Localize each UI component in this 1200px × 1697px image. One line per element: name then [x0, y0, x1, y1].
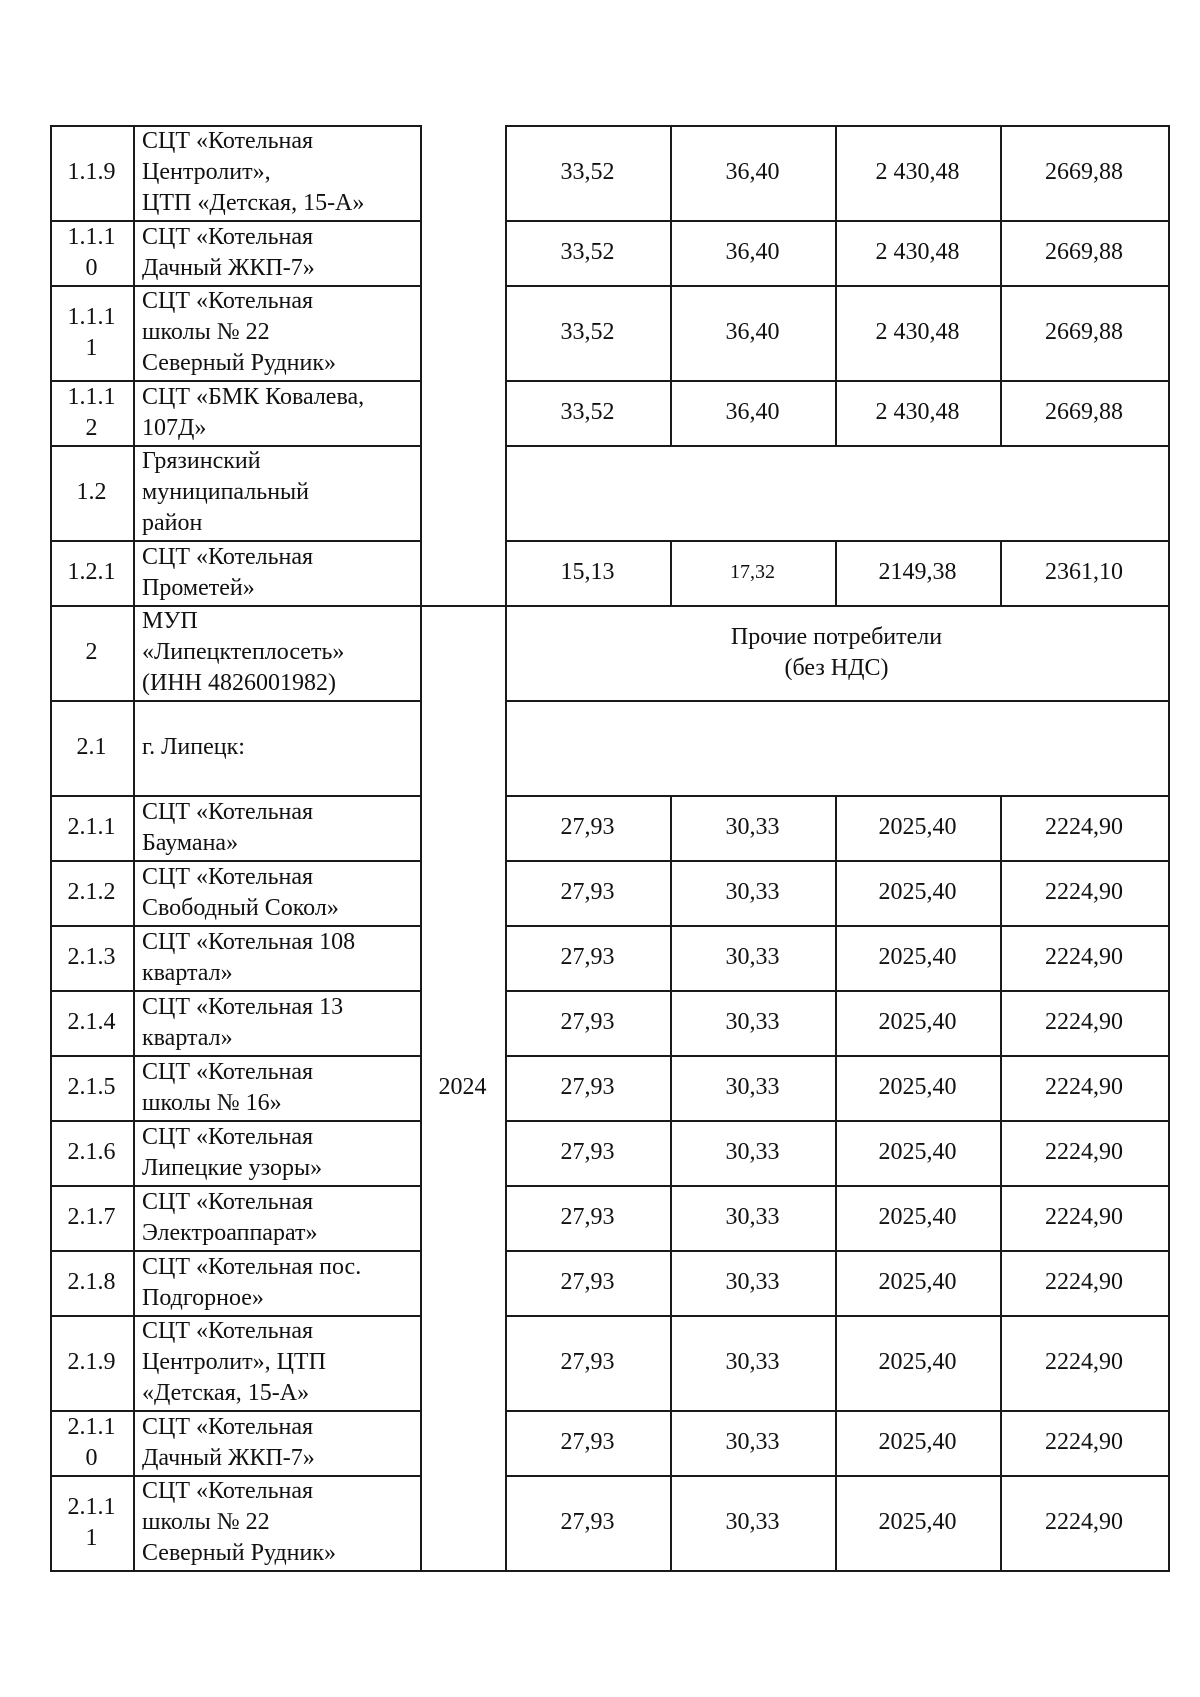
row-name-text-line: Электроаппарат» — [142, 1219, 318, 1246]
row-name-text-line: СЦТ «Котельная — [142, 1123, 314, 1150]
tariff-value-text: 17,32 — [730, 561, 775, 583]
row-name-text-line: СЦТ «Котельная — [142, 543, 314, 570]
tariff-value-text: 2025,40 — [878, 1204, 957, 1230]
row-number-text — [68, 382, 116, 444]
tariff-value — [1000, 990, 1168, 1055]
tariff-value-text: 27,93 — [560, 1429, 615, 1455]
row-number-text-line: 1.1.1 — [67, 223, 116, 250]
tariff-value-text: 27,93 — [560, 1269, 615, 1295]
tariff-value-text: 30,33 — [725, 814, 780, 840]
row-number-text — [68, 1492, 116, 1554]
row-name — [133, 220, 420, 285]
row-name-text — [142, 1057, 313, 1119]
row-name-text-line: «Липецктеплосеть» — [142, 639, 345, 665]
tariff-value-text: 2224,90 — [1045, 1074, 1123, 1100]
row-name — [133, 125, 420, 220]
tariff-value-text: 30,33 — [725, 1429, 780, 1455]
row-name-text-line: МУП — [142, 608, 198, 634]
tariff-value-text: 2025,40 — [878, 1269, 957, 1295]
row-number-text-line: 1.1.9 — [67, 159, 116, 185]
year-cell — [420, 605, 505, 1570]
tariff-value-text: 2224,90 — [1045, 1349, 1123, 1375]
row-number — [50, 925, 133, 990]
row-number-text — [68, 1202, 116, 1233]
tariff-value — [505, 285, 670, 380]
tariff-value — [835, 860, 1000, 925]
tariff-value-text: 2224,90 — [1045, 1269, 1123, 1295]
tariff-value-text: 27,93 — [560, 1509, 615, 1535]
row-number-text-line: 1.1.1 — [67, 303, 116, 330]
tariff-value-text: 2 430,48 — [875, 159, 960, 185]
tariff-value-text: 2025,40 — [878, 1349, 957, 1375]
row-number-text-line: 2.1.9 — [67, 1349, 116, 1375]
tariff-value-text: 27,93 — [560, 944, 615, 970]
tariff-value — [835, 925, 1000, 990]
row-name-text-line: Северный Рудник» — [142, 1540, 337, 1566]
tariff-value — [835, 220, 1000, 285]
tariff-value — [670, 540, 835, 605]
tariff-value-text: 30,33 — [725, 1204, 780, 1230]
tariff-value — [670, 220, 835, 285]
row-number-text-line: 2.1.1 — [67, 1493, 116, 1520]
tariff-value — [1000, 540, 1168, 605]
row-name-text-line: СЦТ «Котельная — [142, 1058, 314, 1085]
row-number-text — [68, 812, 116, 843]
row-name-text-line: квартал» — [142, 959, 233, 986]
row-name — [133, 860, 420, 925]
tariff-value-text: 2025,40 — [878, 1509, 957, 1535]
row-name-text — [142, 382, 364, 444]
year-text: 2024 — [438, 1074, 487, 1100]
row-number-text-line: 2.1.5 — [67, 1074, 116, 1100]
row-name-text-line: Северный Рудник» — [142, 350, 337, 376]
row-name-text-line: муниципальный — [142, 479, 310, 505]
row-name — [133, 1315, 420, 1410]
row-name-text-line: 107Д» — [142, 414, 207, 441]
tariff-value — [505, 1250, 670, 1315]
tariff-value-text: 2669,88 — [1045, 159, 1123, 185]
tariff-value — [835, 1055, 1000, 1120]
row-border — [50, 1570, 422, 1572]
tariff-value — [670, 860, 835, 925]
tariff-value — [1000, 1055, 1168, 1120]
row-name-text-line: СЦТ «Котельная — [142, 288, 314, 314]
tariff-value — [1000, 220, 1168, 285]
row-number-text — [77, 732, 107, 763]
row-number — [50, 540, 133, 605]
row-name-text — [142, 286, 336, 379]
tariff-value-text: 2025,40 — [878, 1009, 957, 1035]
tariff-value — [835, 285, 1000, 380]
tariff-value — [505, 925, 670, 990]
tariff-value — [1000, 285, 1168, 380]
tariff-value — [670, 1120, 835, 1185]
tariff-value — [505, 1120, 670, 1185]
row-name — [133, 1475, 420, 1570]
tariff-value-text: 2224,90 — [1045, 1204, 1123, 1230]
tariff-value-text: 2 430,48 — [875, 239, 960, 265]
tariff-value-text: 2669,88 — [1045, 239, 1123, 265]
row-name-text — [142, 1476, 336, 1569]
row-number — [50, 1120, 133, 1185]
row-name — [133, 540, 420, 605]
row-name-text — [142, 862, 339, 924]
row-name-text-line: СЦТ «Котельная 108 — [142, 928, 356, 955]
row-name-text — [142, 1187, 317, 1249]
tariff-value-text: 2025,40 — [878, 814, 957, 840]
row-name-text-line: СЦТ «Котельная — [142, 798, 314, 825]
tariff-value-text: 27,93 — [560, 1349, 615, 1375]
tariff-value — [670, 1475, 835, 1570]
tariff-value-text: 2025,40 — [878, 879, 957, 905]
tariff-value-text: 2224,90 — [1045, 1139, 1123, 1165]
row-number — [50, 1410, 133, 1475]
tariff-value-text: 2224,90 — [1045, 1509, 1123, 1535]
consumer-group-note-text — [731, 622, 942, 684]
row-number — [50, 1185, 133, 1250]
tariff-value-text: 2025,40 — [878, 1139, 957, 1165]
tariff-value-text: 30,33 — [725, 1509, 780, 1535]
row-name-text — [142, 1316, 326, 1409]
tariff-value-text: 2224,90 — [1045, 814, 1123, 840]
row-name — [133, 990, 420, 1055]
row-number-text-line: 2 — [85, 639, 98, 665]
tariff-value-text: 2025,40 — [878, 944, 957, 970]
row-number-text — [68, 1072, 116, 1103]
tariff-value-text: 2 430,48 — [875, 399, 960, 425]
consumer-group-note-line: Прочие потребители — [730, 623, 943, 650]
tariff-value — [670, 990, 835, 1055]
row-number-text — [68, 942, 116, 973]
row-number-text — [68, 302, 116, 364]
value-row-border — [505, 700, 1170, 702]
row-number — [50, 1055, 133, 1120]
tariff-value — [1000, 380, 1168, 445]
row-number — [50, 990, 133, 1055]
row-name-text — [142, 1412, 315, 1474]
tariff-value-text: 15,13 — [560, 559, 615, 585]
tariff-value — [835, 1315, 1000, 1410]
tariff-value — [505, 795, 670, 860]
tariff-value-text: 2224,90 — [1045, 1429, 1123, 1455]
row-number-text-line: 1 — [85, 334, 98, 361]
tariff-value — [1000, 1475, 1168, 1570]
row-name-text — [142, 927, 355, 989]
row-number-text-line: 1.1.1 — [67, 383, 116, 410]
row-name-text-line: школы № 22 — [142, 319, 270, 345]
row-number-text — [68, 1347, 116, 1378]
row-name-text-line: СЦТ «Котельная — [142, 128, 314, 154]
row-name-text-line: Грязинский — [142, 448, 261, 474]
tariff-value-text: 2 430,48 — [875, 319, 960, 345]
tariff-value-text: 2025,40 — [878, 1074, 957, 1100]
year-cell-bottom-border — [420, 1570, 507, 1572]
row-name-text-line: Липецкие узоры» — [142, 1154, 323, 1181]
tariff-value — [670, 380, 835, 445]
row-number-text-line: 2.1.1 — [67, 1413, 116, 1440]
row-number-text-line: 1.2.1 — [67, 559, 116, 585]
row-name-text-line: СЦТ «Котельная — [142, 863, 314, 890]
tariff-value-text: 27,93 — [560, 1204, 615, 1230]
row-name-text-line: школы № 16» — [142, 1089, 282, 1116]
tariff-value — [835, 125, 1000, 220]
tariff-value — [670, 1185, 835, 1250]
row-number-text — [68, 557, 116, 588]
tariff-value — [835, 1120, 1000, 1185]
consumer-group-note-line: (без НДС) — [784, 654, 889, 681]
row-name-text-line: СЦТ «Котельная 13 — [142, 993, 344, 1020]
tariff-value — [505, 220, 670, 285]
row-name-text-line: Свободный Сокол» — [142, 894, 339, 921]
tariff-value — [1000, 925, 1168, 990]
row-name-text — [142, 797, 313, 859]
row-number-text-line: 2.1 — [76, 734, 107, 760]
row-number-text — [68, 157, 116, 188]
row-number — [50, 445, 133, 540]
row-name — [133, 605, 420, 700]
row-name-text-line: район — [142, 510, 203, 536]
row-number — [50, 860, 133, 925]
tariff-value-text: 33,52 — [560, 159, 615, 185]
tariff-value — [1000, 1250, 1168, 1315]
row-number-text-line: 2.1.8 — [67, 1269, 116, 1295]
row-number — [50, 220, 133, 285]
tariff-value — [505, 990, 670, 1055]
row-number-text-line: 2 — [85, 414, 98, 441]
tariff-value — [505, 540, 670, 605]
row-name-text-line: Подгорное» — [142, 1284, 264, 1311]
row-name — [133, 925, 420, 990]
row-number — [50, 605, 133, 700]
tariff-value — [670, 1315, 835, 1410]
row-name-text-line: квартал» — [142, 1024, 233, 1051]
tariff-value-text: 2224,90 — [1045, 944, 1123, 970]
row-name — [133, 380, 420, 445]
row-number-text-line: 0 — [85, 254, 98, 281]
tariff-value-text: 2361,10 — [1045, 559, 1123, 585]
tariff-value-text: 33,52 — [560, 319, 615, 345]
value-row-border — [505, 445, 1170, 447]
tariff-value — [505, 1185, 670, 1250]
row-number-text-line: 1.2 — [76, 479, 107, 505]
col-border-right — [1168, 125, 1170, 1572]
tariff-value-text: 27,93 — [560, 1139, 615, 1165]
row-number-text-line: 2.1.1 — [67, 814, 116, 840]
tariff-value — [1000, 1410, 1168, 1475]
row-name — [133, 1250, 420, 1315]
row-name — [133, 1055, 420, 1120]
row-number — [50, 700, 133, 795]
tariff-value — [835, 540, 1000, 605]
tariff-value — [670, 925, 835, 990]
row-name-text-line: (ИНН 4826001982) — [142, 670, 336, 696]
tariff-value-text: 36,40 — [725, 159, 780, 185]
row-name-text-line: «Детская, 15-А» — [142, 1380, 310, 1406]
row-name-text-line: СЦТ «БМК Ковалева, — [142, 383, 365, 410]
tariff-value — [670, 1410, 835, 1475]
row-name-text — [142, 222, 315, 284]
row-number-text-line: 2.1.3 — [67, 944, 116, 970]
tariff-value-text: 30,33 — [725, 1074, 780, 1100]
row-name-text — [142, 732, 245, 763]
row-name-text-line: СЦТ «Котельная пос. — [142, 1253, 362, 1280]
tariff-value-text: 27,93 — [560, 1009, 615, 1035]
tariff-value-text: 2669,88 — [1045, 319, 1123, 345]
tariff-value-text: 30,33 — [725, 1269, 780, 1295]
tariff-value — [835, 1475, 1000, 1570]
tariff-value-text: 27,93 — [560, 879, 615, 905]
row-number — [50, 795, 133, 860]
row-number-text-line: 1 — [85, 1524, 98, 1551]
tariff-value-text: 30,33 — [725, 944, 780, 970]
row-name-text-line: СЦТ «Котельная — [142, 1318, 314, 1344]
tariff-value-text: 2025,40 — [878, 1429, 957, 1455]
tariff-value — [670, 795, 835, 860]
row-name — [133, 700, 420, 795]
tariff-value — [835, 990, 1000, 1055]
tariff-value — [835, 1410, 1000, 1475]
row-name-text — [142, 126, 364, 219]
row-name-text — [142, 992, 343, 1054]
tariff-value — [1000, 795, 1168, 860]
row-name-text-line: СЦТ «Котельная — [142, 223, 314, 250]
tariff-value — [505, 1410, 670, 1475]
row-number-text — [68, 877, 116, 908]
row-number-text — [86, 637, 98, 668]
tariff-value-text: 2149,38 — [878, 559, 957, 585]
row-name-text-line: ЦТП «Детская, 15-А» — [142, 190, 365, 216]
row-number-text-line: 2.1.7 — [67, 1204, 116, 1230]
row-name — [133, 285, 420, 380]
tariff-value — [1000, 125, 1168, 220]
tariff-value — [505, 380, 670, 445]
tariff-value — [1000, 1315, 1168, 1410]
row-name-text — [142, 606, 344, 699]
row-name-text-line: Баумана» — [142, 829, 239, 856]
row-number-text — [68, 1267, 116, 1298]
row-number-text — [68, 1007, 116, 1038]
tariff-value-text: 36,40 — [725, 239, 780, 265]
row-name-text-line: Дачный ЖКП-7» — [142, 254, 315, 281]
tariff-value-text: 36,40 — [725, 319, 780, 345]
tariff-value — [1000, 860, 1168, 925]
row-name-text — [142, 1122, 322, 1184]
tariff-value-text: 36,40 — [725, 399, 780, 425]
row-number — [50, 1250, 133, 1315]
tariff-value — [505, 125, 670, 220]
tariff-value — [505, 1475, 670, 1570]
tariff-value — [835, 1250, 1000, 1315]
row-number — [50, 125, 133, 220]
tariff-value — [835, 795, 1000, 860]
tariff-value — [835, 380, 1000, 445]
row-number-text — [77, 477, 107, 508]
row-name-text-line: СЦТ «Котельная — [142, 1188, 314, 1215]
row-number — [50, 380, 133, 445]
row-name — [133, 1120, 420, 1185]
row-number-text-line: 2.1.6 — [67, 1139, 116, 1165]
tariff-value — [505, 1055, 670, 1120]
row-name — [133, 795, 420, 860]
row-number — [50, 285, 133, 380]
row-number — [50, 1475, 133, 1570]
tariff-value-text: 2224,90 — [1045, 1009, 1123, 1035]
consumer-group-note — [505, 605, 1168, 700]
row-number-text — [68, 1137, 116, 1168]
row-name-text — [142, 542, 313, 604]
value-row-border — [505, 1570, 1170, 1572]
tariff-value — [505, 1315, 670, 1410]
tariff-value-text: 2669,88 — [1045, 399, 1123, 425]
row-name-text-line: школы № 22 — [142, 1509, 270, 1535]
row-name-text-line: СЦТ «Котельная — [142, 1478, 314, 1504]
row-name-text-line: СЦТ «Котельная — [142, 1413, 314, 1440]
tariff-value-text: 33,52 — [560, 239, 615, 265]
row-name-text-line: Прометей» — [142, 574, 255, 601]
tariff-value — [670, 1250, 835, 1315]
row-name-text-line: Дачный ЖКП-7» — [142, 1444, 315, 1471]
row-number-text — [68, 222, 116, 284]
tariff-value-text: 27,93 — [560, 814, 615, 840]
row-number-text-line: 2.1.2 — [67, 879, 116, 905]
tariff-value-text: 33,52 — [560, 399, 615, 425]
tariff-value — [505, 860, 670, 925]
tariff-value — [670, 125, 835, 220]
row-number-text-line: 2.1.4 — [67, 1009, 116, 1035]
tariff-value-text: 2224,90 — [1045, 879, 1123, 905]
row-name — [133, 1410, 420, 1475]
row-name-text-line: Центролит», ЦТП — [142, 1349, 326, 1375]
tariff-value — [670, 285, 835, 380]
row-name — [133, 445, 420, 540]
row-name-text — [142, 446, 309, 539]
tariff-value-text: 30,33 — [725, 1349, 780, 1375]
row-name-text — [142, 1252, 361, 1314]
row-name-text-line: Центролит», — [142, 159, 271, 185]
row-number-text-line: 0 — [85, 1444, 98, 1471]
row-number-text — [68, 1412, 116, 1474]
row-number — [50, 1315, 133, 1410]
tariff-value-text: 27,93 — [560, 1074, 615, 1100]
row-name — [133, 1185, 420, 1250]
tariff-value-text: 30,33 — [725, 1139, 780, 1165]
tariff-value — [835, 1185, 1000, 1250]
tariff-value-text: 30,33 — [725, 879, 780, 905]
tariff-value-text: 30,33 — [725, 1009, 780, 1035]
tariff-value — [670, 1055, 835, 1120]
row-name-text-line: г. Липецк: — [142, 734, 245, 760]
tariff-value — [1000, 1185, 1168, 1250]
tariff-value — [1000, 1120, 1168, 1185]
